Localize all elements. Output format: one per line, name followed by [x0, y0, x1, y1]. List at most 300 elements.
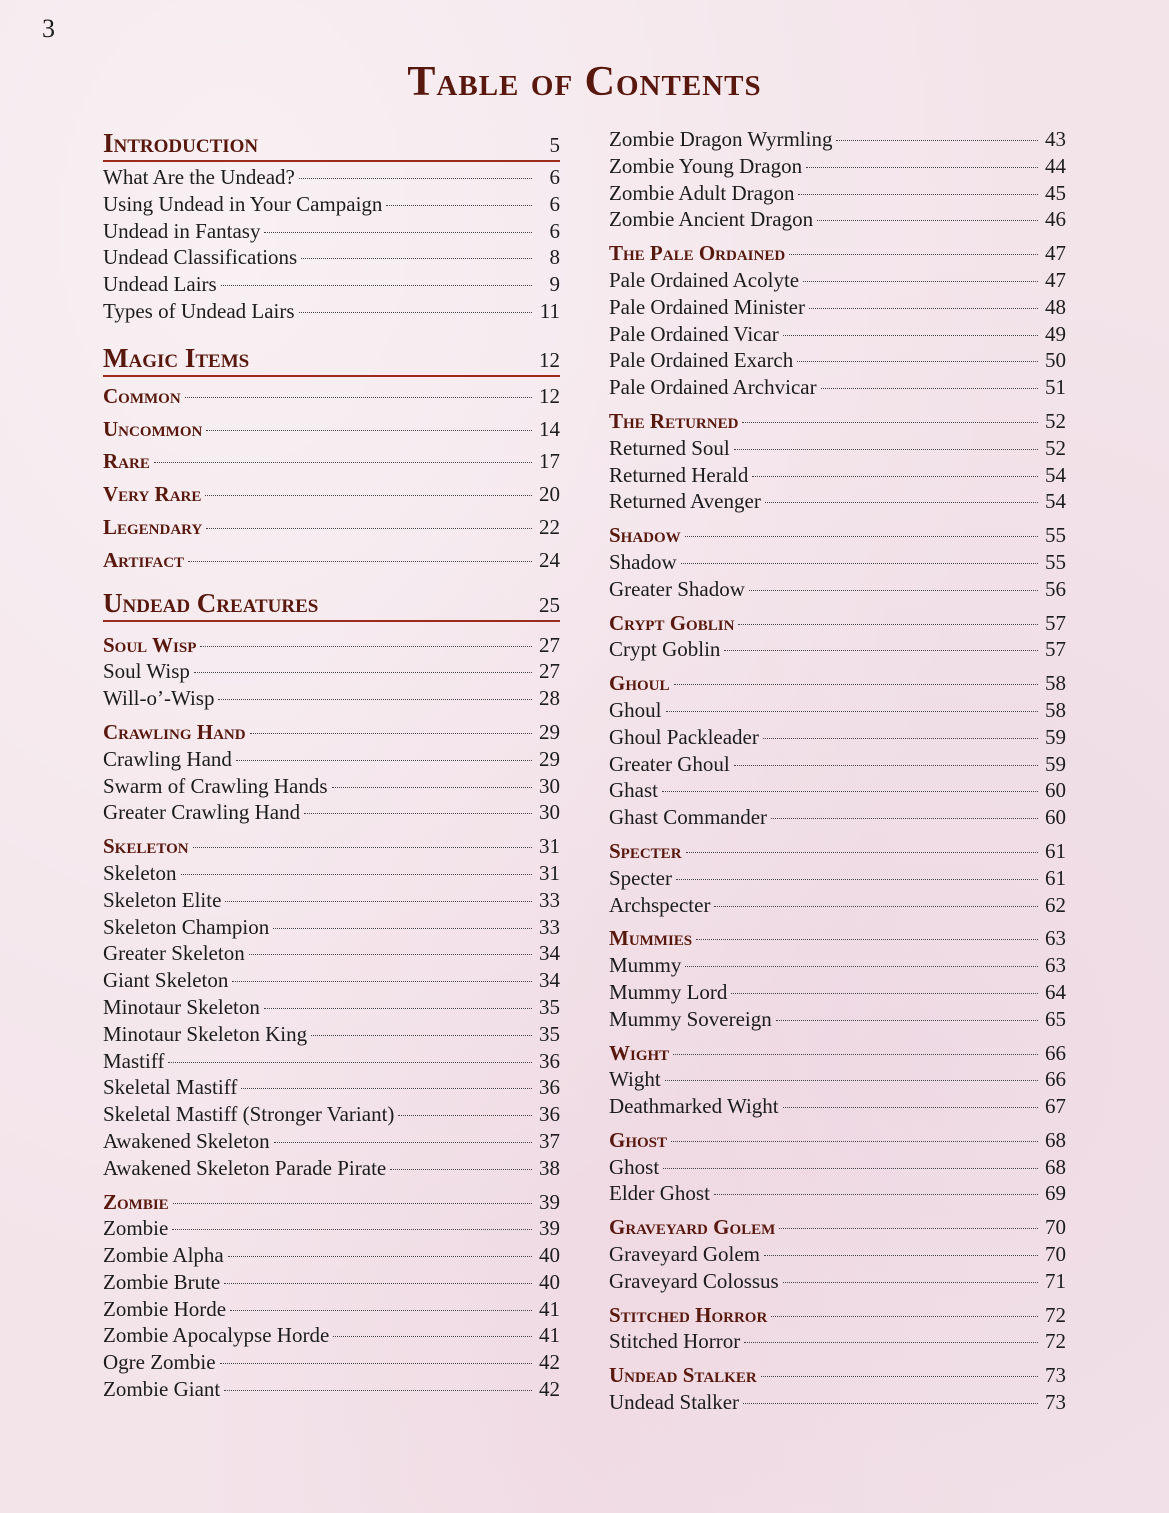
section-page: 12 [539, 347, 560, 372]
entry-label: Greater Ghoul [609, 751, 730, 776]
toc-entry[interactable] [609, 294, 1066, 321]
entry-page: 39 [539, 1216, 560, 1241]
dot-leader [172, 1229, 532, 1230]
toc-subsection-entry[interactable] [609, 1362, 1066, 1389]
dot-leader [154, 462, 532, 463]
dot-leader [386, 205, 532, 206]
dot-leader [776, 1020, 1038, 1021]
entry-label: Rare [103, 449, 150, 474]
entry-label: Mummy [609, 953, 682, 978]
toc-subsection-entry[interactable] [609, 925, 1066, 952]
entry-page: 59 [1045, 751, 1066, 776]
entry-page: 63 [1045, 953, 1066, 978]
entry-label: Crawling Hand [103, 746, 232, 771]
toc-entry[interactable] [103, 1155, 560, 1182]
entry-page: 6 [549, 191, 560, 216]
toc-entry[interactable] [103, 994, 560, 1021]
entry-page: 14 [539, 416, 560, 441]
entry-label: Graveyard Golem [609, 1242, 761, 1267]
dot-leader [181, 874, 533, 875]
dot-leader [232, 981, 532, 982]
entry-page: 30 [539, 773, 560, 798]
dot-leader [299, 312, 532, 313]
entry-page: 42 [539, 1377, 560, 1402]
dot-leader [771, 1316, 1038, 1317]
toc-entry[interactable] [103, 746, 560, 773]
entry-page: 37 [539, 1128, 560, 1153]
toc-entry[interactable] [103, 1322, 560, 1349]
toc-entry[interactable] [103, 967, 560, 994]
entry-page: 8 [549, 245, 560, 270]
toc-entry[interactable] [609, 1093, 1066, 1120]
entry-page: 73 [1045, 1363, 1066, 1388]
toc-entry[interactable] [609, 576, 1066, 603]
toc-entry[interactable] [609, 321, 1066, 348]
entry-page: 40 [539, 1243, 560, 1268]
dot-leader [236, 760, 532, 761]
dot-leader [193, 847, 532, 848]
entry-label: Greater Crawling Hand [103, 800, 301, 825]
entry-page: 30 [539, 800, 560, 825]
entry-label: Zombie Young Dragon [609, 153, 803, 178]
toc-subsection-entry[interactable] [609, 240, 1066, 267]
toc-entry[interactable] [103, 164, 560, 191]
toc-entry[interactable] [103, 1048, 560, 1075]
entry-page: 6 [549, 165, 560, 189]
entry-page: 36 [539, 1048, 560, 1073]
toc-section-introduction[interactable] [103, 126, 560, 162]
toc-entry[interactable] [103, 1269, 560, 1296]
toc-entry[interactable] [103, 860, 560, 887]
toc-entry[interactable] [103, 940, 560, 967]
toc-entry[interactable] [609, 126, 1066, 153]
dot-leader [681, 563, 1038, 564]
toc-entry[interactable] [609, 892, 1066, 919]
toc-subsection-entry[interactable] [609, 1214, 1066, 1241]
toc-entry[interactable] [103, 298, 560, 325]
dot-leader [665, 1080, 1038, 1081]
toc-section-magic-items[interactable] [103, 341, 560, 377]
entry-page: 36 [539, 1102, 560, 1127]
dot-leader [662, 791, 1038, 792]
section-page: 25 [539, 592, 560, 617]
entry-page: 55 [1045, 549, 1066, 574]
dot-leader [731, 993, 1038, 994]
entry-page: 63 [1045, 926, 1066, 951]
dot-leader [224, 1283, 532, 1284]
entry-page: 31 [539, 834, 560, 859]
dot-leader [194, 672, 532, 673]
entry-page: 61 [1045, 865, 1066, 890]
toc-entry[interactable] [103, 1101, 560, 1128]
entry-page: 39 [539, 1189, 560, 1214]
toc-entry[interactable] [103, 1074, 560, 1101]
toc-entry[interactable] [103, 1215, 560, 1242]
toc-entry[interactable] [103, 887, 560, 914]
toc-entry[interactable] [609, 804, 1066, 831]
entry-page: 50 [1045, 348, 1066, 373]
entry-page: 27 [539, 659, 560, 684]
toc-entry[interactable] [103, 799, 560, 826]
entry-page: 31 [539, 860, 560, 885]
toc-entry[interactable] [609, 1328, 1066, 1355]
entry-page: 58 [1045, 697, 1066, 722]
entry-label: Ghast [609, 778, 658, 803]
toc-entry[interactable] [103, 244, 560, 271]
entry-page: 72 [1045, 1329, 1066, 1354]
section-title: Introduction [103, 128, 259, 158]
entry-label: Archspecter [609, 892, 711, 917]
toc-subsection-zombie[interactable] [103, 1189, 560, 1216]
entry-label: Awakened Skeleton Parade Pirate [103, 1155, 387, 1180]
creature-entries-left [103, 632, 560, 1403]
toc-entry[interactable] [609, 549, 1066, 576]
toc-entry[interactable] [609, 206, 1066, 233]
toc-subsection-entry[interactable] [609, 522, 1066, 549]
dot-leader [225, 901, 532, 902]
toc-entry[interactable] [609, 435, 1066, 462]
dot-leader [185, 397, 532, 398]
entry-page: 56 [1045, 576, 1066, 601]
entry-page: 47 [1045, 241, 1066, 266]
entry-label: Pale Ordained Archvicar [609, 375, 817, 400]
page-title: Table of Contents [407, 59, 762, 105]
dot-leader [221, 285, 532, 286]
entry-label: Soul Wisp [103, 632, 197, 657]
entry-page: 28 [539, 686, 560, 711]
dot-leader [752, 476, 1038, 477]
dot-leader [734, 449, 1038, 450]
entry-label: Common [103, 383, 181, 408]
entry-page: 17 [539, 449, 560, 474]
entry-label: Zombie [103, 1189, 169, 1214]
entry-page: 66 [1045, 1067, 1066, 1092]
toc-subsection-entry[interactable] [609, 1127, 1066, 1154]
entry-label: Undead in Fantasy [103, 218, 261, 243]
dot-leader [685, 536, 1038, 537]
toc-entry[interactable] [609, 153, 1066, 180]
entry-label: Skeleton Champion [103, 914, 270, 939]
toc-entry[interactable] [103, 191, 560, 218]
toc-entry[interactable] [609, 1389, 1066, 1416]
entry-label: Zombie Giant [103, 1377, 221, 1402]
entry-page: 58 [1045, 671, 1066, 696]
dot-leader [663, 1168, 1038, 1169]
dot-leader [764, 1255, 1038, 1256]
toc-entry[interactable] [609, 180, 1066, 207]
toc-right-column [609, 126, 1066, 1416]
dot-leader [224, 1390, 532, 1391]
entry-label: Crypt Goblin [609, 637, 721, 662]
dot-leader [398, 1115, 532, 1116]
toc-entry[interactable] [609, 1180, 1066, 1207]
entry-page: 72 [1045, 1302, 1066, 1327]
toc-subsection-entry[interactable] [103, 481, 560, 508]
dot-leader [836, 140, 1038, 141]
entry-label: Stitched Horror [609, 1302, 768, 1327]
entry-label: Graveyard Golem [609, 1215, 776, 1240]
entry-label: Legendary [103, 514, 203, 539]
dot-leader [274, 1142, 532, 1143]
entry-label: Artifact [103, 547, 185, 572]
entry-label: Deathmarked Wight [609, 1094, 779, 1119]
entry-page: 69 [1045, 1181, 1066, 1206]
toc-entry[interactable] [609, 374, 1066, 401]
entry-label: Ghost [609, 1127, 668, 1152]
entry-label: Swarm of Crawling Hands [103, 773, 328, 798]
toc-subsection-skeleton[interactable] [103, 833, 560, 860]
toc-entry[interactable] [609, 636, 1066, 663]
dot-leader [666, 711, 1039, 712]
dot-leader [809, 308, 1038, 309]
toc-subsection-entry[interactable] [609, 670, 1066, 697]
dot-leader [714, 906, 1038, 907]
entry-label: Will-o’-Wisp [103, 686, 215, 711]
entry-page: 34 [539, 968, 560, 993]
entry-label: Undead Classifications [103, 245, 298, 270]
toc-entry[interactable] [609, 751, 1066, 778]
toc-entry[interactable] [609, 724, 1066, 751]
entry-label: Stitched Horror [609, 1329, 741, 1354]
entry-label: Soul Wisp [103, 659, 190, 684]
dot-leader [301, 258, 532, 259]
dot-leader [734, 765, 1038, 766]
toc-subsection-entry[interactable] [103, 416, 560, 443]
entry-label: Shadow [609, 523, 681, 548]
entry-label: Ghast Commander [609, 805, 768, 830]
entry-label: Undead Stalker [609, 1363, 757, 1388]
dot-leader [696, 939, 1038, 940]
entry-page: 45 [1045, 180, 1066, 205]
entry-label: Specter [609, 865, 672, 890]
entry-page: 60 [1045, 805, 1066, 830]
toc-entry[interactable] [103, 1376, 560, 1403]
dot-leader [220, 1363, 532, 1364]
dot-leader [173, 1203, 532, 1204]
toc-entry[interactable] [103, 1021, 560, 1048]
section-title: Undead Creatures [103, 587, 319, 618]
toc-entry[interactable] [609, 462, 1066, 489]
entry-page: 41 [539, 1323, 560, 1348]
entry-page: 60 [1045, 778, 1066, 803]
entry-label: Returned Herald [609, 462, 749, 487]
entry-page: 6 [549, 218, 560, 243]
entry-label: Giant Skeleton [103, 968, 229, 993]
entry-label: Ghoul [609, 671, 670, 696]
toc-entry[interactable] [103, 914, 560, 941]
entry-page: 9 [549, 272, 560, 297]
entry-label: Graveyard Colossus [609, 1268, 779, 1293]
toc-entry[interactable] [609, 865, 1066, 892]
dot-leader [783, 1282, 1038, 1283]
entry-page: 71 [1045, 1268, 1066, 1293]
toc-entry[interactable] [609, 1154, 1066, 1181]
dot-leader [206, 430, 532, 431]
entry-label: Greater Shadow [609, 576, 745, 601]
dot-leader [743, 1403, 1038, 1404]
toc-subsection-entry[interactable] [103, 448, 560, 475]
entry-label: Zombie [103, 1216, 169, 1241]
toc-entry[interactable] [103, 1296, 560, 1323]
toc-entry[interactable] [609, 979, 1066, 1006]
entry-label: Skeletal Mastiff [103, 1075, 238, 1100]
entry-page: 52 [1045, 408, 1066, 433]
dot-leader [783, 335, 1038, 336]
entry-label: Uncommon [103, 416, 203, 441]
entry-label: Types of Undead Lairs [103, 298, 295, 323]
entry-label: Wight [609, 1067, 661, 1092]
dot-leader [200, 646, 532, 647]
entry-label: Mummies [609, 926, 693, 951]
toc-entry[interactable] [103, 1242, 560, 1269]
entry-label: Awakened Skeleton [103, 1128, 270, 1153]
dot-leader [674, 684, 1038, 685]
entry-label: Zombie Adult Dragon [609, 180, 795, 205]
entry-label: Undead Lairs [103, 272, 217, 297]
toc-entry[interactable] [609, 1241, 1066, 1268]
toc-entry[interactable] [103, 271, 560, 298]
zombie-dragon-entries [609, 126, 1066, 233]
toc-subsection-entry[interactable] [103, 514, 560, 541]
entry-page: 68 [1045, 1154, 1066, 1179]
entry-page: 35 [539, 994, 560, 1019]
entry-page: 22 [539, 514, 560, 539]
dot-leader [206, 528, 532, 529]
entry-label: Returned Soul [609, 435, 730, 460]
entry-label: The Pale Ordained [609, 241, 786, 266]
dot-leader [797, 361, 1038, 362]
entry-page: 47 [1045, 267, 1066, 292]
entry-page: 57 [1045, 610, 1066, 635]
entry-label: Pale Ordained Vicar [609, 321, 779, 346]
dot-leader [676, 879, 1038, 880]
dot-leader [742, 422, 1038, 423]
toc-subsection-entry[interactable] [609, 610, 1066, 637]
dot-leader [738, 624, 1038, 625]
entry-page: 65 [1045, 1006, 1066, 1031]
toc-subsection-entry[interactable] [609, 1040, 1066, 1067]
entry-page: 36 [539, 1075, 560, 1100]
toc-entry[interactable] [609, 1006, 1066, 1033]
entry-page: 27 [539, 632, 560, 657]
toc-entry[interactable] [103, 773, 560, 800]
toc-entry[interactable] [609, 267, 1066, 294]
dot-leader [264, 1008, 532, 1009]
toc-entry[interactable] [609, 777, 1066, 804]
dot-leader [264, 232, 532, 233]
entry-page: 40 [539, 1269, 560, 1294]
entry-page: 29 [539, 746, 560, 771]
entry-page: 61 [1045, 838, 1066, 863]
toc-left-column [103, 126, 560, 1403]
dot-leader [798, 194, 1038, 195]
toc-subsection-entry[interactable] [609, 408, 1066, 435]
entry-label: Skeletal Mastiff (Stronger Variant) [103, 1102, 395, 1127]
dot-leader [761, 1376, 1038, 1377]
dot-leader [806, 167, 1038, 168]
toc-subsection-entry[interactable] [609, 1302, 1066, 1329]
dot-leader [673, 1054, 1038, 1055]
entry-page: 44 [1045, 153, 1066, 178]
entry-page: 51 [1045, 375, 1066, 400]
entry-page: 62 [1045, 892, 1066, 917]
creature-entries-right [609, 240, 1066, 1416]
toc-entry[interactable] [103, 218, 560, 245]
entry-label: Specter [609, 838, 682, 863]
entry-label: Mastiff [103, 1048, 165, 1073]
dot-leader [241, 1088, 532, 1089]
entry-label: Ghost [609, 1154, 660, 1179]
toc-entry[interactable] [609, 1268, 1066, 1295]
entry-page: 35 [539, 1021, 560, 1046]
toc-entry[interactable] [609, 347, 1066, 374]
toc-subsection-entry[interactable] [103, 383, 560, 410]
toc-entry[interactable] [609, 952, 1066, 979]
toc-entry[interactable] [609, 1066, 1066, 1093]
toc-entry[interactable] [103, 685, 560, 712]
entry-label: Using Undead in Your Campaign [103, 191, 383, 216]
toc-entry[interactable] [609, 488, 1066, 515]
entry-label: Pale Ordained Minister [609, 294, 805, 319]
entry-label: Zombie Apocalypse Horde [103, 1323, 330, 1348]
dot-leader [218, 699, 532, 700]
toc-subsection-crawling-hand[interactable] [103, 719, 560, 746]
toc-subsection-soul-wisp[interactable] [103, 632, 560, 659]
dot-leader [779, 1228, 1038, 1229]
dot-leader [749, 590, 1038, 591]
toc-entry[interactable] [103, 658, 560, 685]
entry-page: 34 [539, 941, 560, 966]
toc-entry[interactable] [609, 697, 1066, 724]
magic-item-entries [103, 383, 560, 574]
entry-label: Greater Skeleton [103, 941, 245, 966]
toc-entry[interactable] [103, 1128, 560, 1155]
dot-leader [273, 928, 532, 929]
entry-page: 38 [539, 1155, 560, 1180]
entry-label: Very Rare [103, 482, 202, 507]
dot-leader [771, 818, 1038, 819]
entry-label: Mummy Sovereign [609, 1006, 772, 1031]
entry-label: Ogre Zombie [103, 1350, 216, 1375]
dot-leader [789, 254, 1038, 255]
toc-subsection-entry[interactable] [103, 547, 560, 574]
entry-page: 43 [1045, 127, 1066, 151]
entry-label: Minotaur Skeleton King [103, 1021, 308, 1046]
section-page: 5 [549, 133, 560, 157]
entry-page: 33 [539, 887, 560, 912]
toc-subsection-entry[interactable] [609, 838, 1066, 865]
entry-page: 54 [1045, 489, 1066, 514]
dot-leader [714, 1194, 1038, 1195]
entry-label: Shadow [609, 549, 677, 574]
entry-label: Zombie Ancient Dragon [609, 207, 814, 232]
entry-label: Minotaur Skeleton [103, 994, 260, 1019]
toc-section-undead-creatures[interactable] [103, 586, 560, 622]
entry-page: 66 [1045, 1040, 1066, 1065]
entry-label: Pale Ordained Exarch [609, 348, 794, 373]
entry-page: 73 [1045, 1390, 1066, 1415]
toc-entry[interactable] [103, 1349, 560, 1376]
entry-label: The Returned [609, 408, 739, 433]
entry-label: What Are the Undead? [103, 165, 295, 189]
dot-leader [333, 1336, 532, 1337]
section-title: Magic Items [103, 342, 250, 373]
entry-page: 12 [539, 383, 560, 408]
entry-page: 67 [1045, 1094, 1066, 1119]
entry-page: 59 [1045, 724, 1066, 749]
dot-leader [249, 954, 532, 955]
entry-page: 68 [1045, 1127, 1066, 1152]
